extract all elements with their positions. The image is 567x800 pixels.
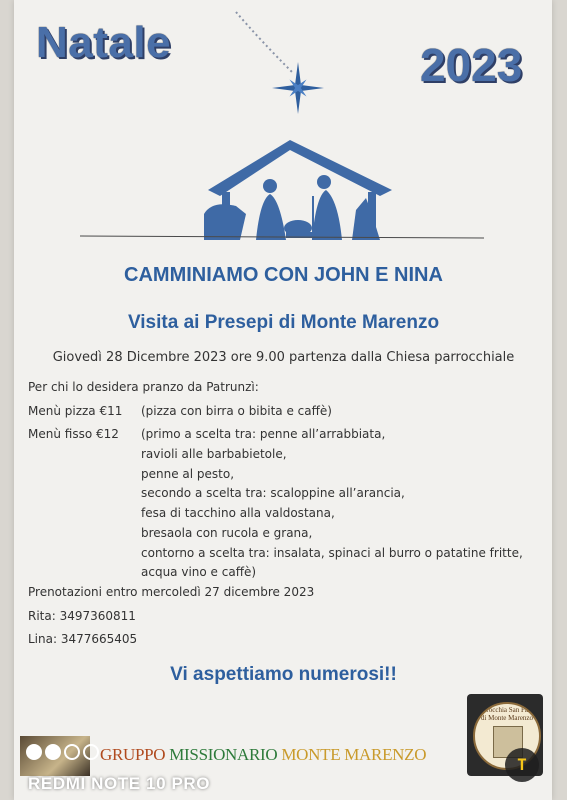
group-name xyxy=(100,745,426,765)
poster-title-year: 2023 xyxy=(420,39,523,91)
mary-figure xyxy=(256,179,286,240)
group-word-gruppo: GRUPPO xyxy=(100,745,170,764)
stable-roof xyxy=(208,140,392,196)
dot-icon xyxy=(26,744,42,760)
menu-fisso-row xyxy=(28,484,548,504)
menu-pizza-row xyxy=(28,402,548,422)
menu-fisso-line: acqua vino e caffè) xyxy=(141,565,257,580)
google-lens-text-icon[interactable]: T xyxy=(505,748,539,782)
contact-rita: Rita: 3497360811 xyxy=(28,608,136,623)
lunch-intro: Per chi lo desidera pranzo da Patrunzì: xyxy=(28,380,259,394)
nativity-scene-illustration xyxy=(80,0,500,250)
menu-fisso-row xyxy=(28,425,548,445)
poster-title-natale: Natale xyxy=(36,18,172,67)
menu-fisso-line: contorno a scelta tra: insalata, spinaci al burro o patatine fritte, xyxy=(141,545,523,560)
menu-fisso-line: secondo a scelta tra: scaloppine all’arancia, xyxy=(141,486,405,501)
event-date-line: Giovedì 28 Dicembre 2023 ore 9.00 partenza dalla Chiesa parrocchiale xyxy=(52,350,515,365)
menu-pizza-label: Menù pizza €11 xyxy=(28,403,123,418)
contact-lina: Lina: 3477665405 xyxy=(28,632,138,647)
closing-message: Vi aspettiamo numerosi!! xyxy=(170,664,397,685)
camera-mode-dots xyxy=(26,744,102,764)
dot-icon xyxy=(83,744,99,760)
menu-fisso-row xyxy=(28,524,548,544)
menu-fisso-line: fesa di tacchino alla valdostana, xyxy=(141,506,335,521)
menu-fisso-line: penne al pesto, xyxy=(141,466,235,481)
bookings-deadline: Prenotazioni entro mercoledì 27 dicembre 2023 xyxy=(28,584,315,599)
baby-figure xyxy=(284,220,312,238)
comet-star-icon xyxy=(272,62,324,114)
group-word-monte-marenzo: MONTE MARENZO xyxy=(281,745,427,764)
event-details xyxy=(28,378,548,650)
dot-icon xyxy=(64,744,80,760)
contact-rita-row xyxy=(28,607,548,627)
seal-text: Parrocchia San Paolo di Monte Marenzo xyxy=(477,706,537,722)
group-word-missionario: MISSIONARIO xyxy=(169,745,282,764)
ox-figure xyxy=(204,204,246,240)
event-title: CAMMINIAMO CON JOHN E NINA xyxy=(124,264,443,286)
menu-fisso-row xyxy=(28,445,548,465)
contact-lina-row xyxy=(28,630,548,650)
menu-fisso-label: Menù fisso €12 xyxy=(28,427,119,442)
dot-icon xyxy=(45,744,61,760)
comet-tail xyxy=(236,12,294,74)
bookings-row xyxy=(28,583,548,603)
menu-fisso-row xyxy=(28,563,548,583)
lunch-intro-row xyxy=(28,378,548,398)
menu-fisso-line: bresaola con rucola e grana, xyxy=(141,525,313,540)
menu-fisso-row xyxy=(28,544,548,564)
joseph-figure xyxy=(312,175,342,240)
menu-fisso-row xyxy=(28,504,548,524)
menu-fisso-line: (primo a scelta tra: penne all’arrabbiata, xyxy=(141,427,386,442)
menu-fisso-line: ravioli alle barbabietole, xyxy=(141,447,287,462)
camera-watermark: REDMI NOTE 10 PRO xyxy=(28,774,211,793)
menu-fisso-row xyxy=(28,465,548,485)
event-subtitle: Visita ai Presepi di Monte Marenzo xyxy=(127,312,440,333)
menu-pizza-desc: (pizza con birra o bibita e caffè) xyxy=(141,403,332,418)
